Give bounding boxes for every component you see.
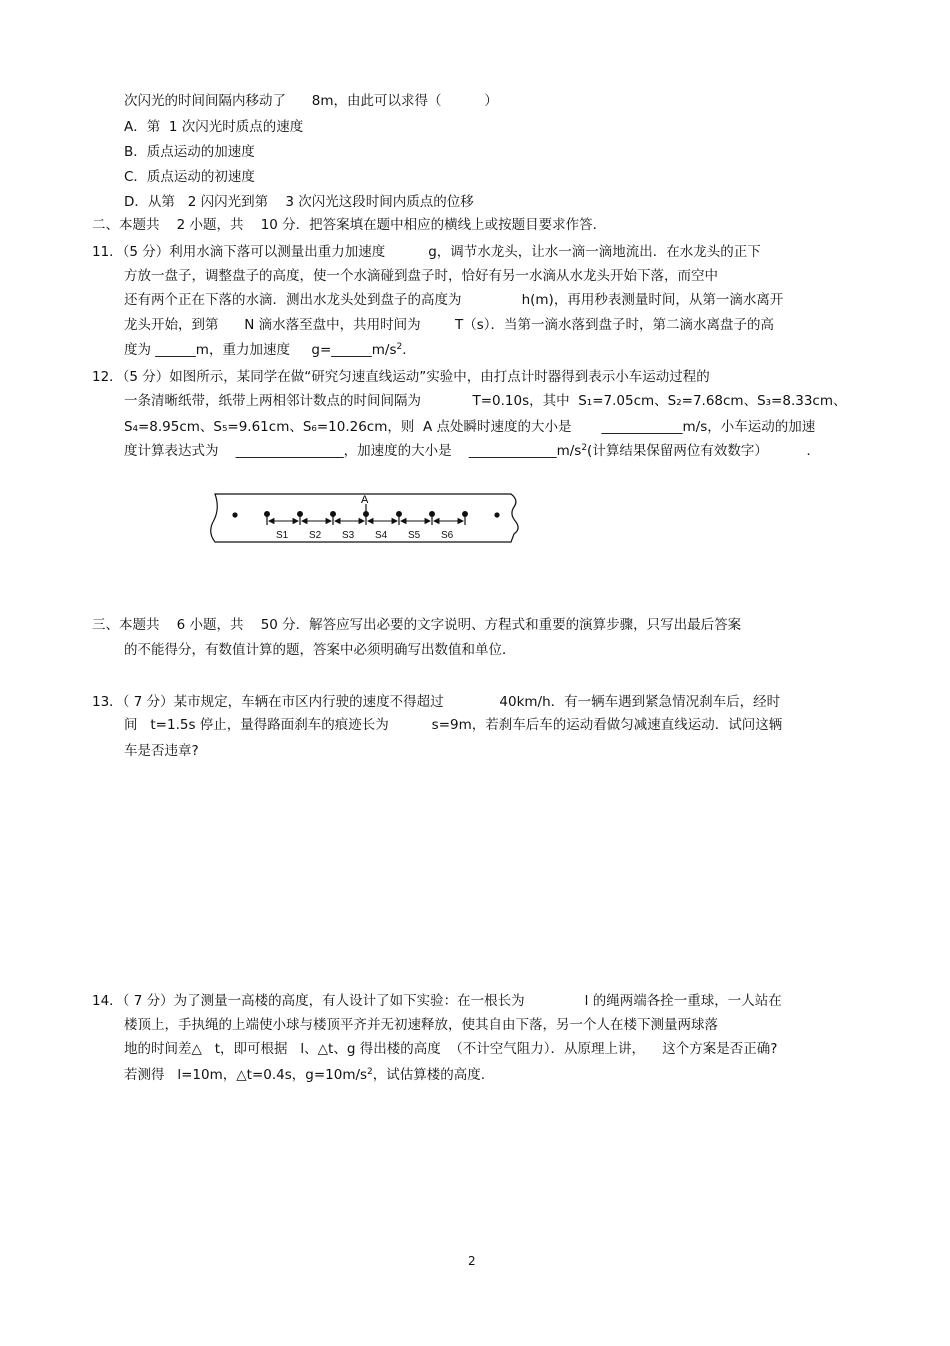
q11-line5-end: .	[402, 342, 407, 358]
section2-heading: 二、本题共 2 小题，共 10 分．把答案填在题中相应的横线上或按题目要求作答．	[92, 217, 607, 233]
q12-line1: 12．（5 分）如图所示，某同学在做“研究匀速直线运动”实验中，由打点计时器得到表示小车运动过程的	[92, 369, 710, 385]
q11-line2: 方放一盘子，调整盘子的高度，使一个水滴碰到盘子时，恰好有另一水滴从水龙头开始下落，而空中	[124, 268, 718, 284]
q14-line1: 14．（ 7 分）为了测量一高楼的高度，有人设计了如下实验：在一根长为 l 的绳两端各拴一重球，一人站在	[92, 993, 782, 1009]
segment-label-s4: S4	[375, 530, 388, 541]
q11-line4: 龙头开始，到第 N 滴水落至盘中，共用时间为 T（s）．当第一滴水落到盘子时，第二滴水离盘子的高	[124, 317, 774, 333]
segment-label-s2: S2	[309, 530, 322, 541]
tape-dot-right	[494, 512, 499, 517]
q14-line4	[124, 1066, 485, 1084]
q10-option-c: C．质点运动的初速度	[124, 169, 255, 185]
q13-line2: 间 t=1.5s 停止，量得路面刹车的痕迹长为 s=9m，若刹车后车的运动看做匀减速直线运动．试问这辆	[124, 717, 783, 733]
q12-line4-end: (计算结果保留两位有效数字） .	[587, 443, 811, 459]
section3-line1: 三、本题共 6 小题，共 50 分．解答应写出必要的文字说明、方程式和重要的演算步骤，只写出最后答案	[92, 617, 742, 633]
q12-line4-exponent: 2	[581, 443, 588, 453]
q12-line4	[124, 442, 811, 460]
q11-line5	[124, 341, 407, 359]
q14-line3: 地的时间差△ t，即可根据 l、△t、g 得出楼的高度 （不计空气阻力）．从原理上讲， 这个方案是否正确?	[124, 1041, 778, 1057]
q14-line4-end: ，试估算楼的高度.	[372, 1067, 486, 1083]
tape-dot-left	[232, 512, 237, 517]
q10-option-a: A．第 1 次闪光时质点的速度	[124, 119, 304, 135]
q11-line5-text: 度为 ______m，重力加速度 g=______m/s	[124, 342, 397, 358]
q11-line3: 还有两个正在下落的水滴．测出水龙头处到盘子的高度为 h(m)，再用秒表测量时间，从第一滴水离开	[124, 292, 784, 308]
q12-line2: 一条清晰纸带，纸带上两相邻计数点的时间间隔为 T=0.10s，其中 S₁=7.05cm、S₂=7.68cm、S₃=8.33cm、	[124, 393, 847, 409]
q14-line4-exponent: 2	[367, 1067, 373, 1077]
q13-line1: 13．（ 7 分）某市规定，车辆在市区内行驶的速度不得超过 40km/h．有一辆车遇到紧急情况刹车后，经时	[92, 694, 781, 710]
section3-line2: 的不能得分，有数值计算的题，答案中必须明确写出数值和单位．	[124, 642, 516, 658]
q12-line4-text: 度计算表达式为 ________________，加速度的大小是 _____________m/s	[124, 443, 582, 459]
q13-line3: 车是否违章?	[124, 743, 199, 759]
point-a-label: A	[361, 494, 369, 506]
page-number: 2	[468, 1254, 476, 1268]
segment-label-s1: S1	[276, 530, 289, 541]
q11-line1: 11．（5 分）利用水滴下落可以测量出重力加速度 g，调节水龙头，让水一滴一滴地流出．在水龙头的正下	[92, 244, 761, 260]
q14-line4-text: 若测得 l=10m，△t=0.4s，g=10m/s	[124, 1067, 368, 1083]
segment-label-s5: S5	[408, 530, 421, 541]
q14-line2: 楼顶上，手执绳的上端使小球与楼顶平齐并无初速释放，使其自由下落，另一个人在楼下测量两球落	[124, 1017, 718, 1033]
q10-continuation: 次闪光的时间间隔内移动了 8m，由此可以求得（ ）	[124, 93, 498, 109]
q12-line3: S₄=8.95cm、S₅=9.61cm、S₆=10.26cm，则 A 点处瞬时速度的大小是 ____________m/s，小车运动的加速	[124, 419, 816, 435]
q10-option-d: D．从第 2 闪闪光到第 3 次闪光这段时间内质点的位移	[124, 194, 474, 210]
segment-label-s3: S3	[342, 530, 355, 541]
segment-label-s6: S6	[441, 530, 454, 541]
q10-option-b: B．质点运动的加速度	[124, 144, 255, 160]
paper-tape-diagram	[205, 490, 523, 546]
q11-line5-exponent: 2	[396, 342, 403, 352]
